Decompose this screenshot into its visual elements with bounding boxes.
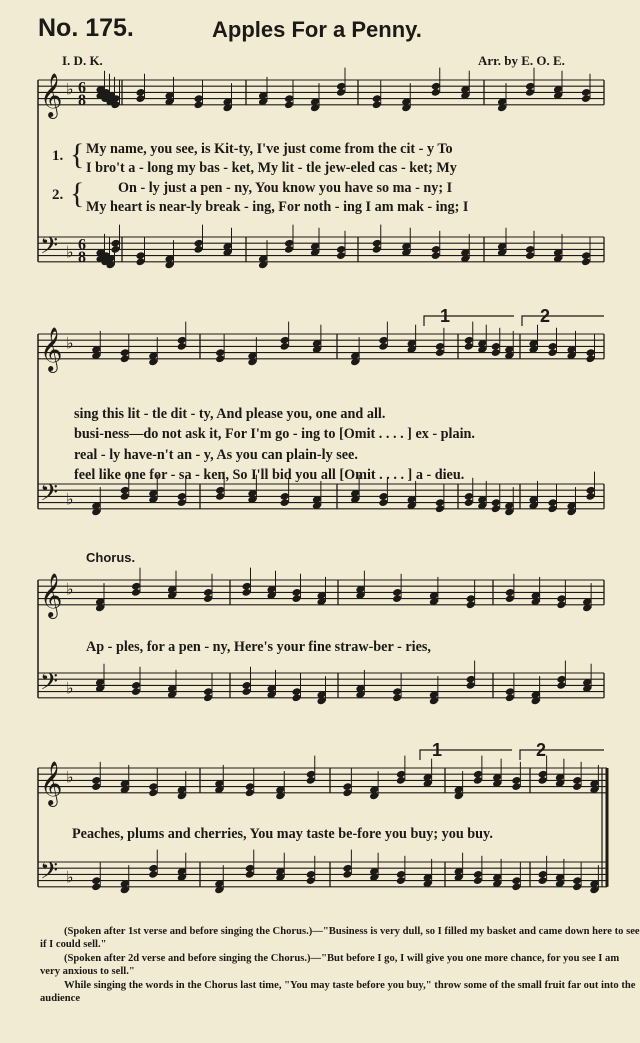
lyric-v2-line1: I bro't a - long my bas - ket, My lit - tle jew-eled cas - ket; My <box>86 160 457 176</box>
footnote-3 <box>40 979 640 1005</box>
volta-bracket <box>520 750 604 760</box>
flat-icon: ♭ <box>66 242 74 262</box>
lyric-v4-line1: My heart is near-ly break - ing, For noth - ing I am mak - ing; I <box>86 199 469 215</box>
footnote-1-label: (Spoken after 1st verse and before singing the Chorus.) <box>64 926 313 937</box>
lyric-v4-line2: feel like one for - sa - ken, So I'll bid you all [Omit . . . . ] a - dieu. <box>74 467 465 483</box>
verse-brace-2: { <box>70 177 85 210</box>
bass-clef-icon: 𝄢 <box>40 231 59 265</box>
flat-icon: ♭ <box>66 489 74 509</box>
lyric-v1-line1: My name, you see, is Kit-ty, I've just come from the cit - y To <box>86 141 453 157</box>
footnote-2-text: —"But before I go, I will give you one more chance, for you see I am very anxious to sell." <box>40 953 620 977</box>
words-credit: I. D. K. <box>62 53 103 68</box>
lyric-v3-line2: real - ly have-n't an - y, As you can plain-ly see. <box>74 447 358 463</box>
treble-clef-icon: 𝄞 <box>40 760 63 805</box>
footnote-2 <box>40 952 640 978</box>
volta-1-label-a: 1 <box>440 306 451 326</box>
lyric-v1-line2: sing this lit - tle dit - ty, And please you, one and all. <box>74 406 386 422</box>
arranger-credit: Arr. by E. O. E. <box>478 53 565 68</box>
chorus-lyric-line1: Ap - ples, for a pen - ny, Here's your fine straw-ber - ries, <box>86 639 431 655</box>
lyric-v2-line2: busi-ness—do not ask it, For I'm go - ing to [Omit . . . . ] ex - plain. <box>74 426 475 442</box>
volta-2-label-b: 2 <box>536 740 547 760</box>
footnote-2-label: (Spoken after 2d verse and before singing the Chorus.) <box>64 953 311 964</box>
flat-icon: ♭ <box>66 79 74 99</box>
bass-clef-icon: 𝄢 <box>40 667 59 701</box>
time-signature: 8 <box>78 248 86 266</box>
footnote-1 <box>40 925 640 951</box>
lyric-v3-line1: On - ly just a pen - ny, You know you have so ma - ny; I <box>118 180 453 196</box>
hymn-title: Apples For a Penny. <box>212 17 422 42</box>
volta-bracket <box>522 316 604 326</box>
verse-brace-1: { <box>70 138 85 171</box>
hymn-number: No. 175. <box>38 14 134 42</box>
time-signature: 6 <box>78 79 86 97</box>
verse-number-2: 2. <box>52 187 64 203</box>
treble-clef-icon: 𝄞 <box>40 326 63 371</box>
chorus-lyric-line2: Peaches, plums and cherries, You may taste be-fore you buy; you buy. <box>72 826 493 842</box>
flat-icon: ♭ <box>66 579 74 599</box>
volta-2-label-a: 2 <box>540 306 551 326</box>
flat-icon: ♭ <box>66 333 74 353</box>
bass-clef-icon: 𝄢 <box>40 478 59 512</box>
treble-clef-icon: 𝄞 <box>40 572 63 617</box>
verse-number-1: 1. <box>52 148 64 164</box>
bass-clef-icon: 𝄢 <box>40 856 59 890</box>
flat-icon: ♭ <box>66 678 74 698</box>
footnote-1-text: —"Business is very dull, so I filled my basket and came down here to see if I could sell." <box>40 926 640 950</box>
flat-icon: ♭ <box>66 767 74 787</box>
time-signature: 6 <box>78 236 86 254</box>
volta-1-label-b: 1 <box>432 740 443 760</box>
treble-clef-icon: 𝄞 <box>40 72 63 117</box>
volta-bracket <box>424 316 514 326</box>
time-signature: 8 <box>78 91 86 109</box>
flat-icon: ♭ <box>66 867 74 887</box>
chorus-label: Chorus. <box>86 550 136 565</box>
footnote-3-text: While singing the words in the Chorus last time, "You may taste before you buy," throw some of the small fruit far out into the audience <box>40 980 636 1004</box>
